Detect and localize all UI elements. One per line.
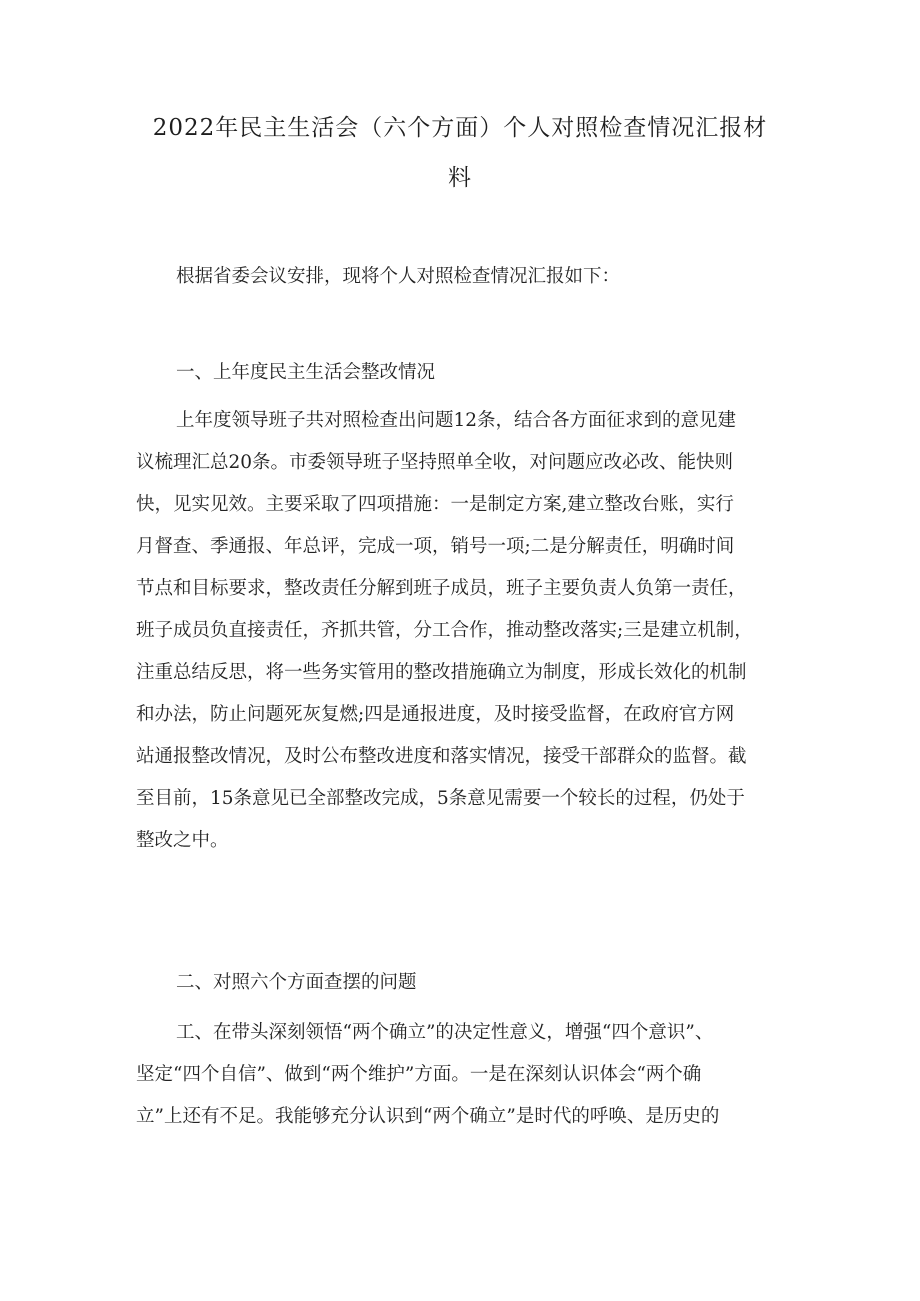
section2-line-2: 坚定“四个自信”、做到“两个维护”方面。一是在深刻认识体会“两个确	[136, 1064, 702, 1085]
section1-line-8: 和办法，防止问题死灰复燃;四是通报进度，及时接受监督，在政府官方网	[136, 704, 735, 725]
title-line-1: 2022年民主生活会（六个方面）个人对照检查情况汇报材	[152, 115, 768, 141]
section2-heading	[136, 962, 796, 1004]
section1-line-7: 注重总结反思，将一些务实管用的整改措施确立为制度，形成长效化的机制	[136, 662, 747, 683]
section1-line-1: 上年度领导班子共对照检查出问题12条，结合各方面征求到的意见建	[176, 410, 737, 431]
section1-line-11: 整改之中。	[136, 830, 229, 851]
title-line-2: 料	[448, 165, 472, 191]
section1-line-5: 节点和目标要求，整改责任分解到班子成员，班子主要负责人负第一责任，	[136, 578, 747, 599]
section1-line-2: 议梳理汇总20条。市委领导班子坚持照单全收，对问题应改必改、能快则	[136, 452, 734, 473]
section1-line-10: 至目前，15条意见已全部整改完成，5条意见需要一个较长的过程，仍处于	[136, 788, 745, 809]
intro-paragraph	[136, 256, 796, 298]
section1-heading	[136, 352, 796, 394]
section2-body	[136, 1012, 796, 1138]
section2-line-3: 立”上还有不足。我能够充分认识到“两个确立”是时代的呼唤、是历史的	[136, 1106, 720, 1127]
section1-line-4: 月督查、季通报、年总评，完成一项，销号一项;二是分解责任，明确时间	[136, 536, 735, 557]
section2-line-1: 工、在带头深刻领悟“两个确立”的决定性意义，增强“四个意识”、	[176, 1022, 714, 1043]
section1-heading-text: 一、上年度民主生活会整改情况	[176, 362, 436, 383]
section1-body	[136, 400, 796, 862]
section1-line-6: 班子成员负直接责任，齐抓共管，分工合作，推动整改落实;三是建立机制，	[136, 620, 753, 641]
section1-line-9: 站通报整改情况，及时公布整改进度和落实情况，接受干部群众的监督。截	[136, 746, 747, 767]
section2-heading-text: 二、对照六个方面查摆的问题	[176, 972, 417, 993]
document-title	[130, 108, 790, 198]
intro-text: 根据省委会议安排，现将个人对照检查情况汇报如下：	[176, 266, 621, 287]
section1-line-3: 快，见实见效。主要采取了四项措施：一是制定方案,建立整改台账，实行	[136, 494, 734, 515]
